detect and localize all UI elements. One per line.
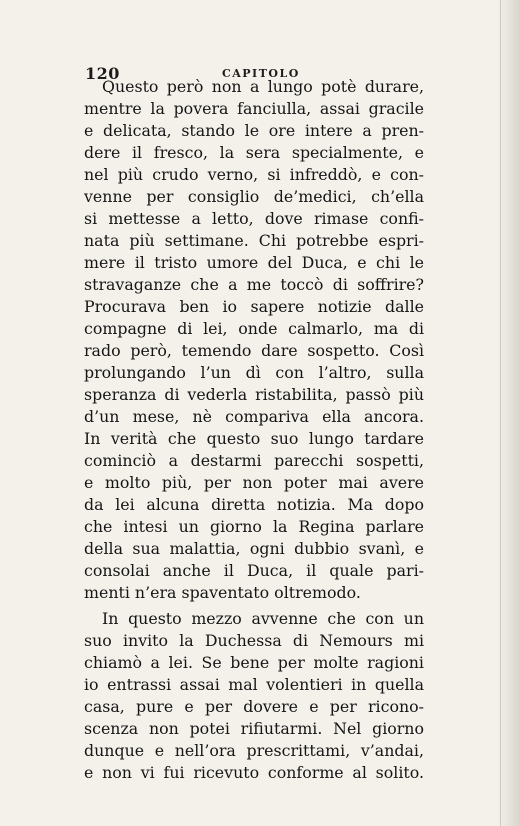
text-line: casa, pure e per dovere e per ricono- — [84, 697, 424, 716]
text-line: mere il tristo umore del Duca, e chi le — [84, 253, 424, 272]
text-line: speranza di vederla ristabilita, passò più — [84, 385, 424, 404]
text-line: rado però, temendo dare sospetto. Così — [84, 341, 424, 360]
text-line: mentre la povera fanciulla, assai gracile — [84, 99, 424, 118]
text-line: da lei alcuna diretta notizia. Ma dopo — [84, 495, 424, 514]
text-line: venne per consiglio de’medici, ch’ella — [84, 187, 424, 206]
page-binding-crease — [500, 0, 501, 826]
text-line: chiamò a lei. Se bene per molte ragioni — [84, 653, 424, 672]
text-line: cominciò a destarmi parecchi sospetti, — [84, 451, 424, 470]
text-line: compagne di lei, onde calmarlo, ma di — [84, 319, 424, 338]
text-line: In verità che questo suo lungo tardare — [84, 429, 424, 448]
text-line: e non vi fui ricevuto conforme al solito. — [84, 763, 424, 782]
text-line: che intesi un giorno la Regina parlare — [84, 517, 424, 536]
text-line: d’un mese, nè compariva ella ancora. — [84, 407, 424, 426]
text-line: consolai anche il Duca, il quale pari- — [84, 561, 424, 580]
text-line: io entrassi assai mal volentieri in quella — [84, 675, 424, 694]
text-line: Procurava ben io sapere notizie dalle — [84, 297, 424, 316]
text-line: dunque e nell’ora prescrittami, v’andai, — [84, 741, 424, 760]
text-line: dere il fresco, la sera specialmente, e — [84, 143, 424, 162]
text-line: Questo però non a lungo potè durare, — [102, 77, 424, 96]
chapter-label: CAPITOLO — [222, 67, 300, 80]
text-line: si mettesse a letto, dove rimase confi- — [84, 209, 424, 228]
text-line: scenza non potei rifiutarmi. Nel giorno — [84, 719, 424, 738]
text-line: e molto più, per non poter mai avere — [84, 473, 424, 492]
paragraph-1 — [84, 76, 424, 604]
text-line: nel più crudo verno, si infreddò, e con- — [84, 165, 424, 184]
paragraph-2 — [84, 608, 424, 784]
text-line: nata più settimane. Chi potrebbe espri- — [84, 231, 424, 250]
text-line: In questo mezzo avvenne che con un — [102, 609, 424, 628]
body-text — [84, 76, 424, 784]
text-line: suo invito la Duchessa di Nemours mi — [84, 631, 424, 650]
text-line: della sua malattia, ogni dubbio svanì, e — [84, 539, 424, 558]
text-line: menti n’era spaventato oltremodo. — [84, 583, 361, 602]
text-line: stravaganze che a me toccò di soffrire? — [84, 275, 424, 294]
page-number: 120 — [85, 64, 120, 83]
text-line: e delicata, stando le ore intere a pren- — [84, 121, 424, 140]
text-line: prolungando l’un dì con l’altro, sulla — [84, 363, 424, 382]
